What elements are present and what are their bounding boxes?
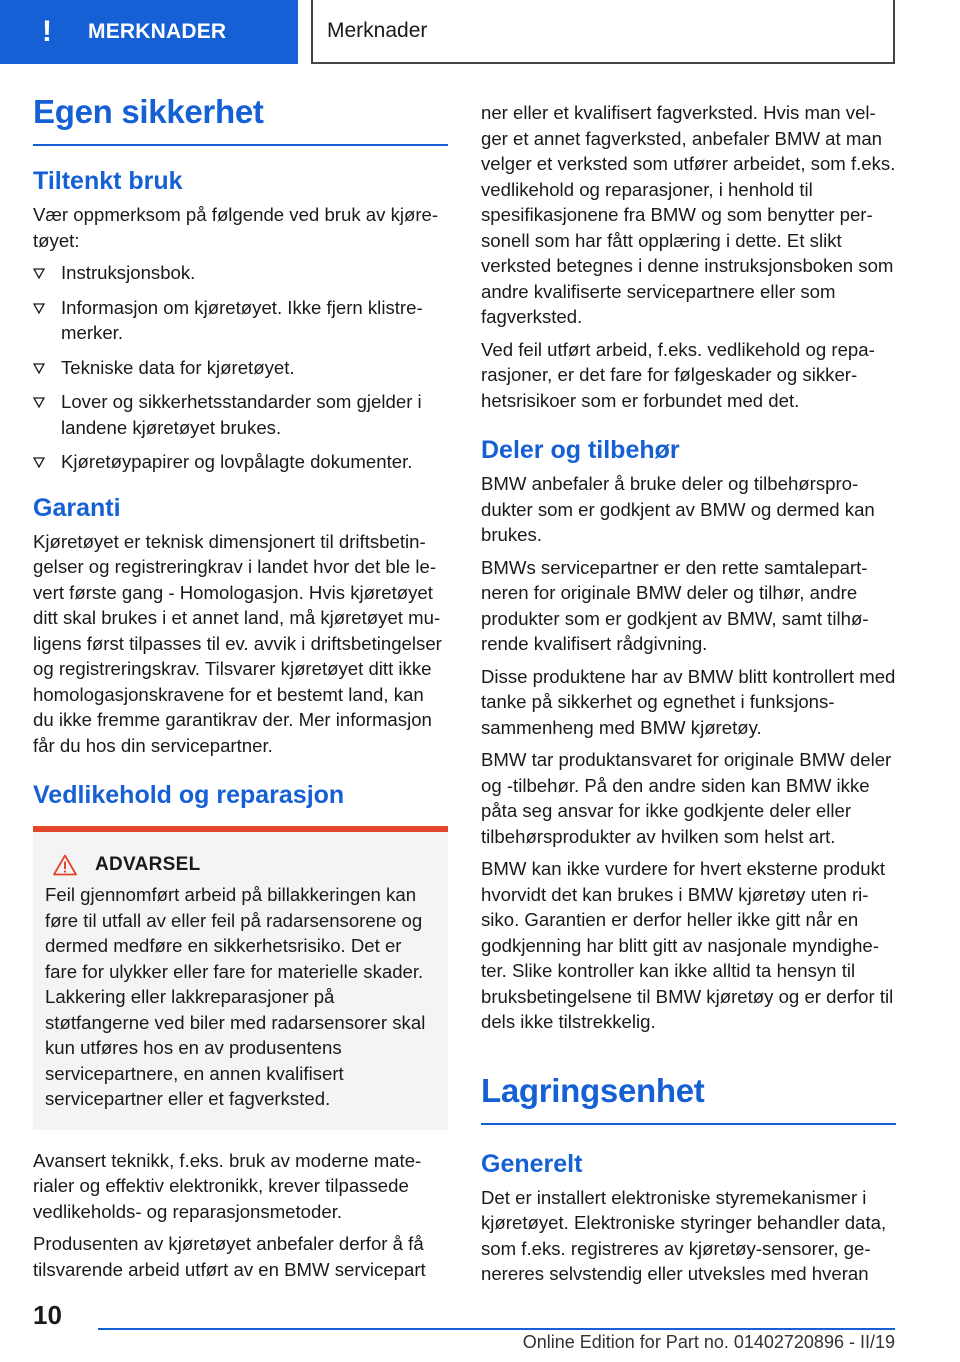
deler-paragraph-1: BMW anbefaler å bruke deler og tilbehørsprodukter som er godkjent av BMW og dermed kan brukes.: [481, 473, 875, 545]
list-item-text: Informasjon om kjøretøyet. Ikke fjern klistremerker.: [61, 296, 423, 343]
list-item-text: Lover og sikkerhetsstandarder som gjelder i landene kjøretøyet brukes.: [61, 391, 422, 438]
warning-text: Feil gjennomført arbeid på billakkeringen kan føre til utfall av eller feil på radarsensorene og dermed medføre en sikkerhetsrisiko. Det er fare for ulykker eller fare for materielle skader. Lakkering eller lakkreparasjoner på støtfangerne ved biler med radarsensorer skal kun utføres hos en av produsentens servicepartnere, en annen kvalifisert servicepartner eller et fagverksted.: [45, 884, 426, 1109]
left-column: [33, 90, 448, 1289]
section-tab: [0, 0, 298, 64]
warning-triangle-icon: [53, 854, 77, 876]
section-tab-label: MERKNADER: [88, 20, 227, 43]
garanti-text: Kjøretøyet er teknisk dimensjonert til driftsbetingelser og registreringkrav i landet hvor det ble levert første gang - Homologasjon. Hvis kjøretøyet ditt skal brukes i et annet land, må kjøretøyet muligens først tilpasses til ev. avvik i driftsbetingelser og registreringskrav. Tilsvarer kjøretøyet ditt ikke homologasjonskravene for et bestemt land, kan du ikke fremme garantikrav der. Mer informasjon får du hos din servicepartner.: [33, 530, 442, 756]
heading-vedlikehold: Vedlikehold og reparasjon: [33, 781, 345, 809]
deler-paragraph-5: BMW kan ikke vurdere for hvert eksterne produkt hvorvidt det kan brukes i BMW kjøretøy uten risiko. Garantien er derfor heller ikke gitt når en godkjenning har blitt gitt av nasjonale myndigheter. Slike kontroller kan ikke alltid ta hensyn til bruksbetingelsene til BMW kjøretøy og er derfor til dels ikke tilstrekkelig.: [481, 858, 894, 1032]
deler-paragraph-3: Disse produktene har av BMW blitt kontrollert med tanke på sikkerhet og egnethet i funksjonssammenheng med BMW kjøretøy.: [481, 665, 896, 738]
heading-deler-og-tilbehor: Deler og tilbehør: [481, 436, 680, 464]
list-item-text: Kjøretøypapirer og lovpålagte dokumenter.: [61, 451, 413, 472]
heading-tiltenkt-bruk: Tiltenkt bruk: [33, 167, 183, 195]
triangle-bullet-icon: [33, 456, 45, 468]
vedlikehold-paragraph-2: Produsenten av kjøretøyet anbefaler derfor å få tilsvarende arbeid utført av en BMW servicepart: [33, 1233, 426, 1280]
heading-lagringsenhet: Lagringsenhet: [481, 1069, 896, 1125]
warning-title: ADVARSEL: [95, 854, 201, 875]
list-item: [33, 389, 448, 440]
heading-egen-sikkerhet: Egen sikkerhet: [33, 90, 448, 146]
right-column: [481, 100, 896, 1294]
heading-garanti: Garanti: [33, 493, 121, 522]
warning-header: [45, 854, 436, 876]
list-item-text: Instruksjonsbok.: [61, 262, 196, 283]
continued-paragraph-2: Ved feil utført arbeid, f.eks. vedlikehold og reparasjoner, er det fare for følgeskader og sikkerhetsrisikoer som er forbundet med det.: [481, 338, 875, 411]
triangle-bullet-icon: [33, 396, 45, 408]
heading-generelt: Generelt: [481, 1149, 583, 1178]
footer-divider: [98, 1328, 895, 1330]
triangle-bullet-icon: [33, 267, 45, 279]
continued-paragraph-1: ner eller et kvalifisert fagverksted. Hvis man velger et annet fagverksted, anbefaler BMW at man velger et verksted som utfører arbeidet, som f.eks. vedlikehold og reparasjoner, i henhold til spesifikasjonene fra BMW og som benytter personell som har fått opplæring i dette. Et slikt verksted betegnes i denne instruksjonsboken som andre kvalifiserte servicepartnere eller som fagverksted.: [481, 102, 896, 327]
chapter-title: Merknader: [311, 0, 895, 64]
triangle-bullet-icon: [33, 362, 45, 374]
page-number: 10: [33, 1300, 62, 1330]
generelt-paragraph: Det er installert elektroniske styremekanismer i kjøretøyet. Elektroniske styringer behandler data, som f.eks. registreres av kjøretøy-sensorer, genereres selvstendig eller utveksles med hveran: [481, 1186, 887, 1284]
warning-box: [33, 826, 448, 1130]
list-item: [33, 260, 448, 286]
tiltenkt-intro: Vær oppmerksom på følgende ved bruk av kjøretøyet:: [33, 204, 439, 251]
vedlikehold-paragraph-1: Avansert teknikk, f.eks. bruk av moderne materialer og effektiv elektronikk, krever tilpassede vedlikeholds- og reparasjonsmetoder.: [33, 1149, 422, 1222]
list-item: [33, 295, 448, 346]
list-item: [33, 355, 448, 381]
deler-paragraph-2: BMWs servicepartner er den rette samtalepartneren for originale BMW deler og tilhør, andre produkter som er godkjent av BMW, samt tilhørende kvalifisert rådgivning.: [481, 556, 869, 654]
edition-footer: Online Edition for Part no. 01402720896 - II/19: [522, 1332, 895, 1352]
usage-list: [33, 260, 448, 475]
list-item: [33, 449, 448, 475]
exclamation-icon: !: [42, 15, 52, 48]
deler-paragraph-4: BMW tar produktansvaret for originale BMW deler og -tilbehør. På den andre siden kan BMW ikke påta seg ansvar for ikke godkjente deler eller tilbehørsprodukter av hvilken som helst art.: [481, 749, 892, 847]
list-item-text: Tekniske data for kjøretøyet.: [61, 356, 295, 378]
triangle-bullet-icon: [33, 302, 45, 314]
